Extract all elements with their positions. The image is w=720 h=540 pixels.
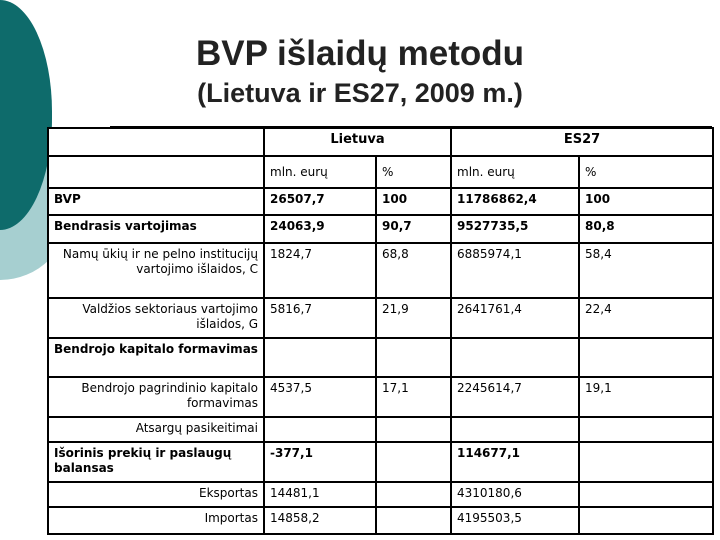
header-es27: ES27 (451, 128, 713, 156)
table-row (48, 507, 713, 534)
slide-title: BVP išlaidų metodu (195, 34, 525, 73)
empty-cell (48, 128, 264, 156)
cell-esp: 22,4 (579, 298, 713, 338)
cell-lt: 14858,2 (264, 507, 376, 534)
cell-esp (579, 507, 713, 534)
cell-label: Išorinis prekių ir paslaugų balansas (48, 442, 264, 482)
cell-ltp: 90,7 (376, 215, 451, 243)
cell-es: 4310180,6 (451, 482, 579, 507)
table-row (48, 482, 713, 507)
table-row (48, 417, 713, 442)
unit-lt: mln. eurų (264, 156, 376, 188)
table-row (48, 338, 713, 377)
cell-label: Bendrojo pagrindinio kapitalo formavimas (48, 377, 264, 417)
cell-es: 114677,1 (451, 442, 579, 482)
cell-ltp (376, 507, 451, 534)
cell-label: Atsargų pasikeitimai (48, 417, 264, 442)
header-row (48, 128, 713, 156)
cell-ltp (376, 338, 451, 377)
cell-es: 2641761,4 (451, 298, 579, 338)
cell-label: Bendrasis vartojimas (48, 215, 264, 243)
cell-label: Eksportas (48, 482, 264, 507)
cell-label: BVP (48, 188, 264, 215)
cell-esp (579, 482, 713, 507)
cell-esp: 19,1 (579, 377, 713, 417)
cell-label: Valdžios sektoriaus vartojimo išlaidos, G (48, 298, 264, 338)
cell-lt: 14481,1 (264, 482, 376, 507)
cell-es: 2245614,7 (451, 377, 579, 417)
table-row (48, 188, 713, 215)
empty-cell (48, 156, 264, 188)
cell-ltp (376, 417, 451, 442)
slide-subtitle: (Lietuva ir ES27, 2009 m.) (197, 78, 523, 108)
table-row (48, 377, 713, 417)
cell-lt: 24063,9 (264, 215, 376, 243)
unit-row (48, 156, 713, 188)
cell-es (451, 338, 579, 377)
cell-ltp: 68,8 (376, 243, 451, 298)
cell-lt (264, 417, 376, 442)
header-lietuva: Lietuva (264, 128, 451, 156)
cell-lt: 26507,7 (264, 188, 376, 215)
cell-label: Bendrojo kapitalo formavimas (48, 338, 264, 377)
cell-esp (579, 442, 713, 482)
table-row (48, 215, 713, 243)
cell-ltp (376, 482, 451, 507)
gdp-table (47, 127, 714, 535)
cell-esp: 100 (579, 188, 713, 215)
unit-es: mln. eurų (451, 156, 579, 188)
cell-esp: 80,8 (579, 215, 713, 243)
cell-es: 11786862,4 (451, 188, 579, 215)
pct-es: % (579, 156, 713, 188)
cell-es: 9527735,5 (451, 215, 579, 243)
cell-ltp (376, 442, 451, 482)
cell-ltp: 17,1 (376, 377, 451, 417)
cell-label: Namų ūkių ir ne pelno institucijų vartojimo išlaidos, C (48, 243, 264, 298)
cell-lt: 1824,7 (264, 243, 376, 298)
cell-lt: 4537,5 (264, 377, 376, 417)
cell-lt: -377,1 (264, 442, 376, 482)
table-row (48, 442, 713, 482)
cell-esp (579, 417, 713, 442)
cell-es: 6885974,1 (451, 243, 579, 298)
table-row (48, 298, 713, 338)
cell-es (451, 417, 579, 442)
cell-ltp: 100 (376, 188, 451, 215)
cell-ltp: 21,9 (376, 298, 451, 338)
cell-esp (579, 338, 713, 377)
cell-lt (264, 338, 376, 377)
cell-lt: 5816,7 (264, 298, 376, 338)
cell-esp: 58,4 (579, 243, 713, 298)
pct-lt: % (376, 156, 451, 188)
cell-es: 4195503,5 (451, 507, 579, 534)
cell-label: Importas (48, 507, 264, 534)
table-row (48, 243, 713, 298)
